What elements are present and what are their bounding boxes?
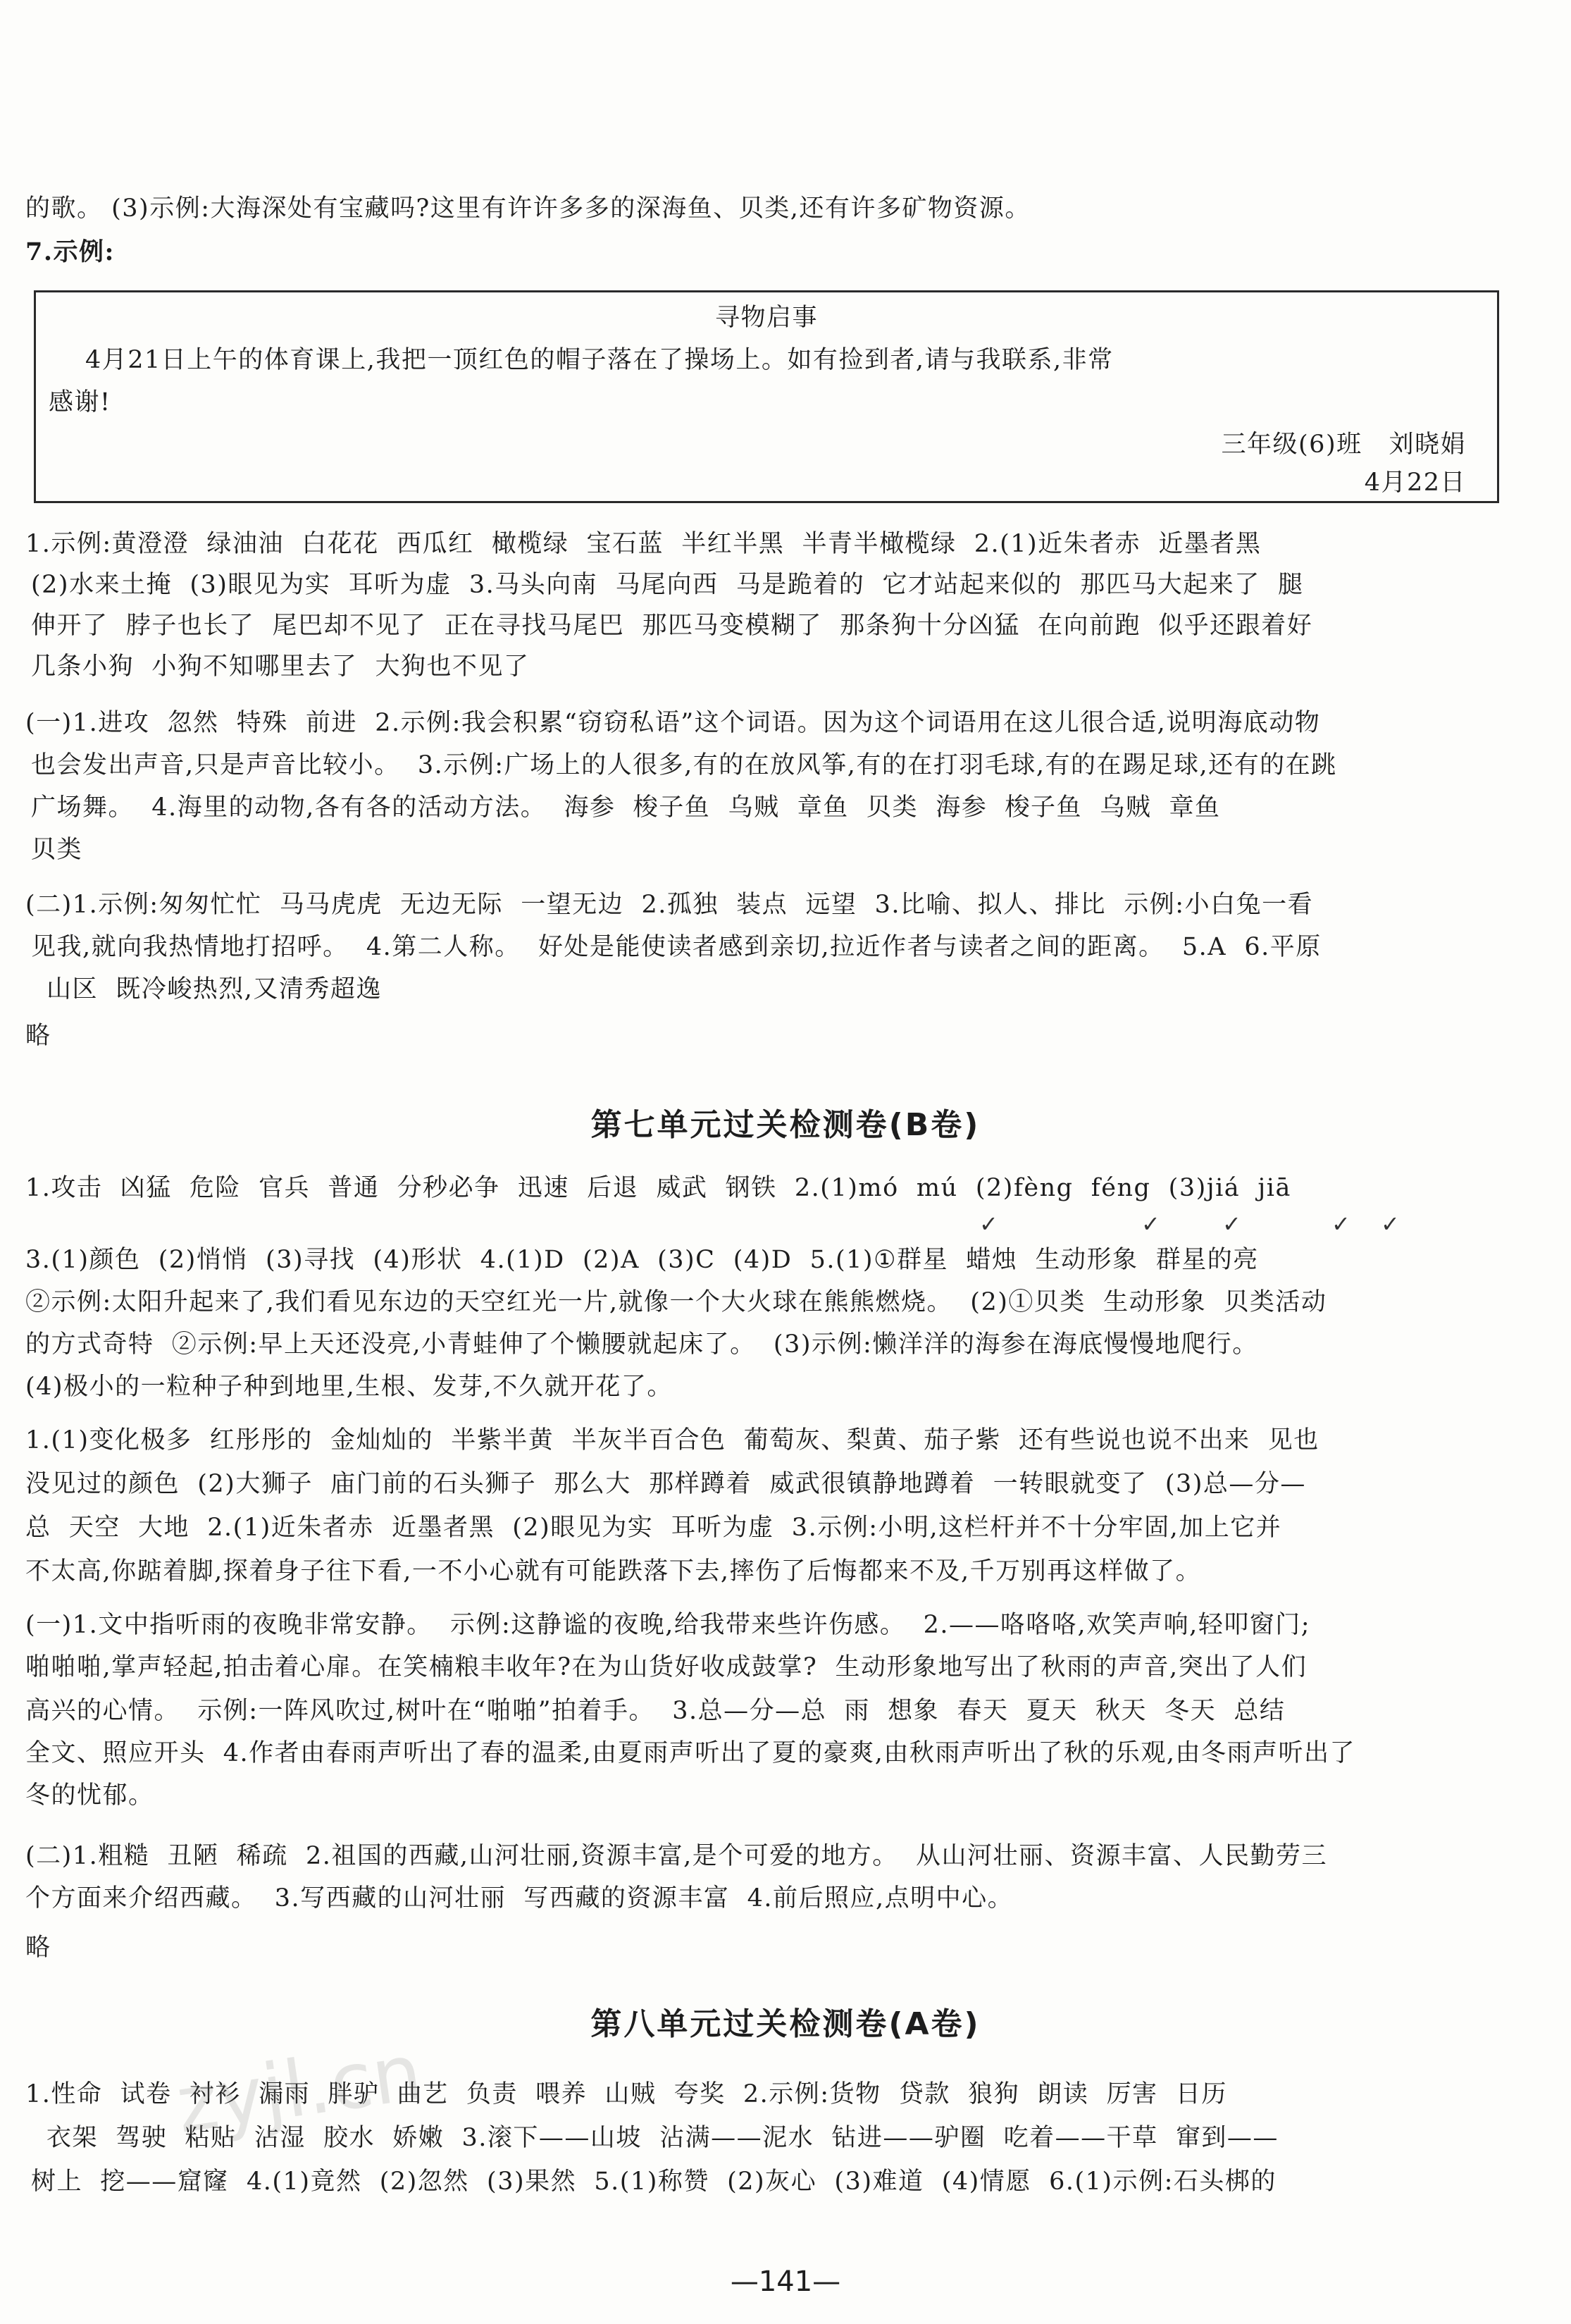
answer-line: 不太高,你踮着脚,探着身子往下看,一不小心就有可能跌落下去,摔伤了后悔都来不及,千万别再这样做了。 <box>25 1557 1202 1586</box>
checkmark-icon: ✓ <box>1331 1211 1350 1237</box>
answer-line: 见我,就向我热情地打招呼。 4.第二人称。 好处是能使读者感到亲切,拉近作者与读者之间的距离。 5.A 6.平原 <box>31 933 1322 961</box>
notice-body: 4月21日上午的体育课上,我把一顶红色的帽子落在了操场上。如有捡到者,请与我联系,非常 <box>85 346 1114 374</box>
answer-line: 个方面来介绍西藏。 3.写西藏的山河壮丽 写西藏的资源丰富 4.前后照应,点明中心。 <box>25 1884 1014 1912</box>
answer-line: 3.(1)颜色 (2)悄悄 (3)寻找 (4)形状 4.(1)D (2)A (3)C (4)D 5.(1)①群星 蜡烛 生动形象 群星的亮 <box>25 1246 1259 1274</box>
answer-line: 伸开了 脖子也长了 尾巴却不见了 正在寻找马尾巴 那匹马变模糊了 那条狗十分凶猛 在向前跑 似乎还跟着好 <box>31 612 1313 640</box>
section-title: 第七单元过关检测卷(B卷) <box>590 1107 981 1143</box>
answer-line: (2)水来土掩 (3)眼见为实 耳听为虚 3.马头向南 马尾向西 马是跪着的 它才站起来似的 那匹马大起来了 腿 <box>31 571 1304 599</box>
answer-line: 广场舞。 4.海里的动物,各有各的活动方法。 海参 梭子鱼 乌贼 章鱼 贝类 海参 梭子鱼 乌贼 章鱼 <box>31 793 1221 822</box>
answer-line: 高兴的心情。 示例:一阵风吹过,树叶在“啪啪”拍着手。 3.总—分—总 雨 想象 春天 夏天 秋天 冬天 总结 <box>25 1697 1286 1725</box>
answer-line: 衣架 驾驶 粘贴 沾湿 胶水 娇嫩 3.滚下——山坡 沾满——泥水 钻进——驴圈 吃着——干草 窜到—— <box>46 2124 1279 2152</box>
lost-item-notice <box>34 290 1499 503</box>
answer-line: 也会发出声音,只是声音比较小。 3.示例:广场上的人很多,有的在放风筝,有的在打羽毛球,有的在踢足球,还有的在跳 <box>31 751 1337 779</box>
answer-line: 1.性命 试卷 衬衫 漏雨 胖驴 曲艺 负责 喂养 山贼 夸奖 2.示例:货物 贷款 狼狗 朗读 厉害 日历 <box>25 2080 1227 2108</box>
checkmark-icon: ✓ <box>1222 1211 1241 1237</box>
watermark: zyjl.cn <box>170 2027 428 2151</box>
checkmark-icon: ✓ <box>1381 1211 1400 1237</box>
text-line: 7.示例: <box>25 237 115 266</box>
answer-line: ②示例:太阳升起来了,我们看见东边的天空红光一片,就像一个大火球在熊熊燃烧。 (2)①贝类 生动形象 贝类活动 <box>25 1288 1327 1316</box>
answer-line: (4)极小的一粒种子种到地里,生根、发芽,不久就开花了。 <box>25 1373 673 1401</box>
answer-line: (一)1.文中指听雨的夜晚非常安静。 示例:这静谧的夜晚,给我带来些许伤感。 2.——咯咯咯,欢笑声响,轻叩窗门; <box>25 1611 1311 1639</box>
answer-line: 没见过的颜色 (2)大狮子 庙门前的石头狮子 那么大 那样蹲着 威武很镇静地蹲着 一转眼就变了 (3)总—分— <box>25 1470 1306 1498</box>
answer-line: 树上 挖——窟窿 4.(1)竟然 (2)忽然 (3)果然 5.(1)称赞 (2)灰心 (3)难道 (4)情愿 6.(1)示例:石头梆的 <box>31 2168 1277 2196</box>
answer-line: 山区 既冷峻热烈,又清秀超逸 <box>46 975 382 1003</box>
text-line: 的歌。 (3)示例:大海深处有宝藏吗?这里有许许多多的深海鱼、贝类,还有许多矿物资源。 <box>25 194 1031 223</box>
checkmark-icon: ✓ <box>979 1211 998 1237</box>
notice-body: 感谢! <box>49 388 111 416</box>
answer-line: 的方式奇特 ②示例:早上天还没亮,小青蛙伸了个懒腰就起床了。 (3)示例:懒洋洋的海参在海底慢慢地爬行。 <box>25 1330 1258 1359</box>
answer-line: (二)1.示例:匆匆忙忙 马马虎虎 无边无际 一望无边 2.孤独 装点 远望 3.比喻、拟人、排比 示例:小白兔一看 <box>25 891 1314 919</box>
answer-line: 1.攻击 凶猛 危险 官兵 普通 分秒必争 迅速 后退 威武 钢铁 2.(1)mó mú (2)fèng féng (3)jiá jiā <box>25 1174 1291 1202</box>
answer-line: 啪啪啪,掌声轻起,拍击着心扉。在笑楠粮丰收年?在为山货好收成鼓掌? 生动形象地写出了秋雨的声音,突出了人们 <box>25 1653 1308 1681</box>
notice-date: 4月22日 <box>1364 469 1466 497</box>
answer-line: 总 天空 大地 2.(1)近朱者赤 近墨者黑 (2)眼见为实 耳听为虚 3.示例:小明,这栏杆并不十分牢固,加上它并 <box>25 1514 1282 1542</box>
answer-line: 1.示例:黄澄澄 绿油油 白花花 西瓜红 橄榄绿 宝石蓝 半红半黑 半青半橄榄绿 2.(1)近朱者赤 近墨者黑 <box>25 530 1262 558</box>
answer-line: 几条小狗 小狗不知哪里去了 大狗也不见了 <box>31 653 530 681</box>
notice-signer: 三年级(6)班 刘晓娟 <box>1221 431 1466 459</box>
section-title: 第八单元过关检测卷(A卷) <box>590 2006 981 2042</box>
answer-line: (一)1.进攻 忽然 特殊 前进 2.示例:我会积累“窃窃私语”这个词语。因为这个词语用在这儿很合适,说明海底动物 <box>25 709 1321 737</box>
answer-line: 略 <box>25 1934 51 1962</box>
answer-line: 全文、照应开头 4.作者由春雨声听出了春的温柔,由夏雨声听出了夏的豪爽,由秋雨声听出了秋的乐观,由冬雨声听出了 <box>25 1739 1356 1767</box>
answer-line: 略 <box>25 1022 51 1050</box>
checkmark-icon: ✓ <box>1141 1211 1160 1237</box>
answer-line: 贝类 <box>31 836 83 864</box>
answer-line: 冬的忧郁。 <box>25 1781 154 1810</box>
answer-line: 1.(1)变化极多 红彤彤的 金灿灿的 半紫半黄 半灰半百合色 葡萄灰、梨黄、茄子紫 还有些说也说不出来 见也 <box>25 1426 1319 1454</box>
answer-line: (二)1.粗糙 丑陋 稀疏 2.祖国的西藏,山河壮丽,资源丰富,是个可爱的地方。 从山河壮丽、资源丰富、人民勤劳三 <box>25 1842 1327 1870</box>
page-number: —141— <box>730 2266 841 2298</box>
notice-title: 寻物启事 <box>714 304 818 332</box>
